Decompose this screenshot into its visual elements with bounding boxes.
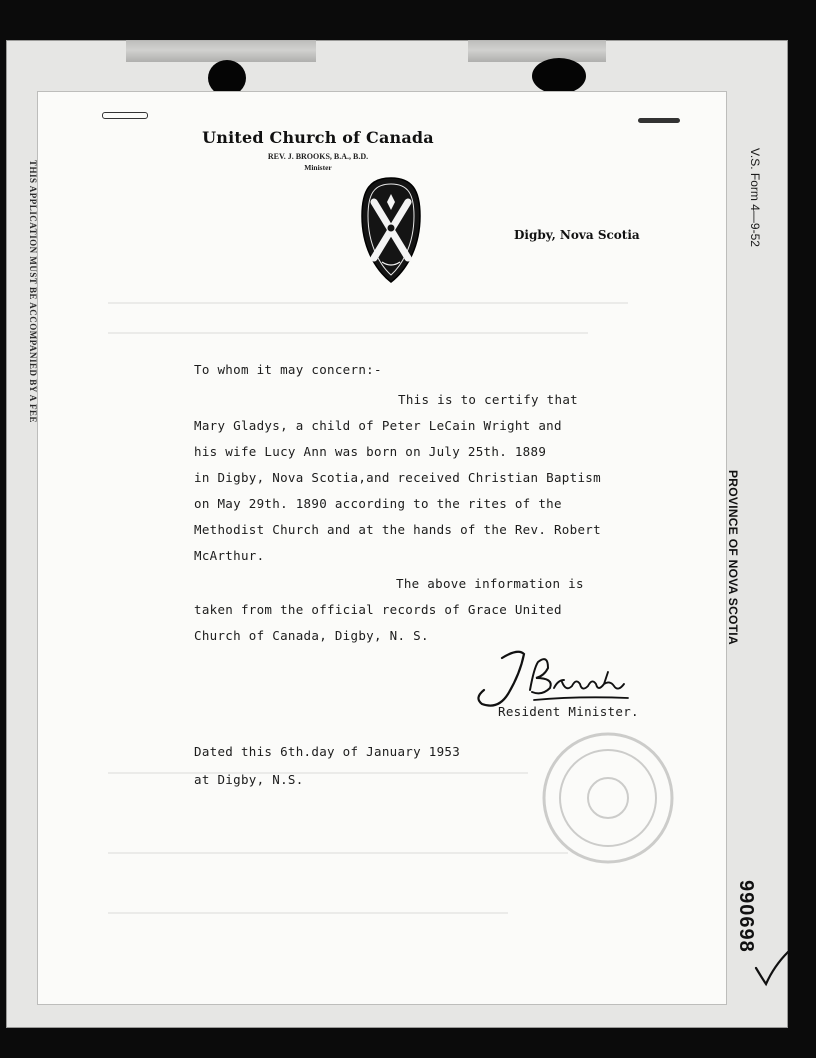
salutation: To whom it may concern:- bbox=[194, 362, 382, 377]
body-line: Mary Gladys, a child of Peter LeCain Wright and bbox=[194, 418, 562, 433]
church-name: United Church of Canada bbox=[202, 128, 434, 147]
province-label: PROVINCE OF NOVA SCOTIA bbox=[726, 470, 740, 645]
punch-hole bbox=[532, 58, 586, 94]
check-mark-icon bbox=[752, 948, 792, 988]
show-through-line bbox=[108, 912, 508, 914]
date-line: Dated this 6th.day of January 1953 bbox=[194, 744, 461, 759]
show-through-line bbox=[108, 852, 568, 854]
letterhead-location: Digby, Nova Scotia bbox=[514, 228, 640, 242]
body-line: Church of Canada, Digby, N. S. bbox=[194, 628, 429, 643]
body-line: taken from the official records of Grace United bbox=[194, 602, 562, 617]
punch-hole bbox=[208, 60, 246, 96]
form-number: V.S. Form 4—9-52 bbox=[748, 148, 762, 247]
body-line: The above information is bbox=[396, 576, 584, 591]
body-line: Methodist Church and at the hands of the Rev. Robert bbox=[194, 522, 601, 537]
body-line: in Digby, Nova Scotia,and received Christian Baptism bbox=[194, 470, 601, 485]
signer-title: Resident Minister. bbox=[498, 704, 639, 719]
embossed-seal-icon bbox=[538, 728, 678, 868]
adhesive-tape bbox=[126, 40, 316, 62]
show-through-text bbox=[667, 242, 706, 257]
body-line: This is to certify that bbox=[398, 392, 578, 407]
show-through-line bbox=[108, 332, 588, 334]
body-line: on May 29th. 1890 according to the rites of the bbox=[194, 496, 562, 511]
registration-number: 990698 bbox=[735, 880, 757, 953]
body-line: McArthur. bbox=[194, 548, 265, 563]
paper-clip-mark bbox=[102, 112, 148, 119]
show-through-line bbox=[108, 302, 628, 304]
adhesive-tape bbox=[468, 40, 606, 62]
paper-clip-mark bbox=[638, 118, 680, 123]
body-line: his wife Lucy Ann was born on July 25th. 1889 bbox=[194, 444, 547, 459]
minister-name: REV. J. BROOKS, B.A., B.D. bbox=[267, 152, 369, 161]
church-crest-icon bbox=[360, 176, 422, 284]
place-line: at Digby, N.S. bbox=[194, 772, 304, 787]
certificate-letter bbox=[38, 92, 726, 1004]
form-edge-instruction: THIS APPLICATION MUST BE ACCOMPANIED BY A FEE bbox=[28, 160, 38, 423]
show-through-line bbox=[108, 772, 528, 774]
minister-title: Minister bbox=[304, 163, 332, 172]
